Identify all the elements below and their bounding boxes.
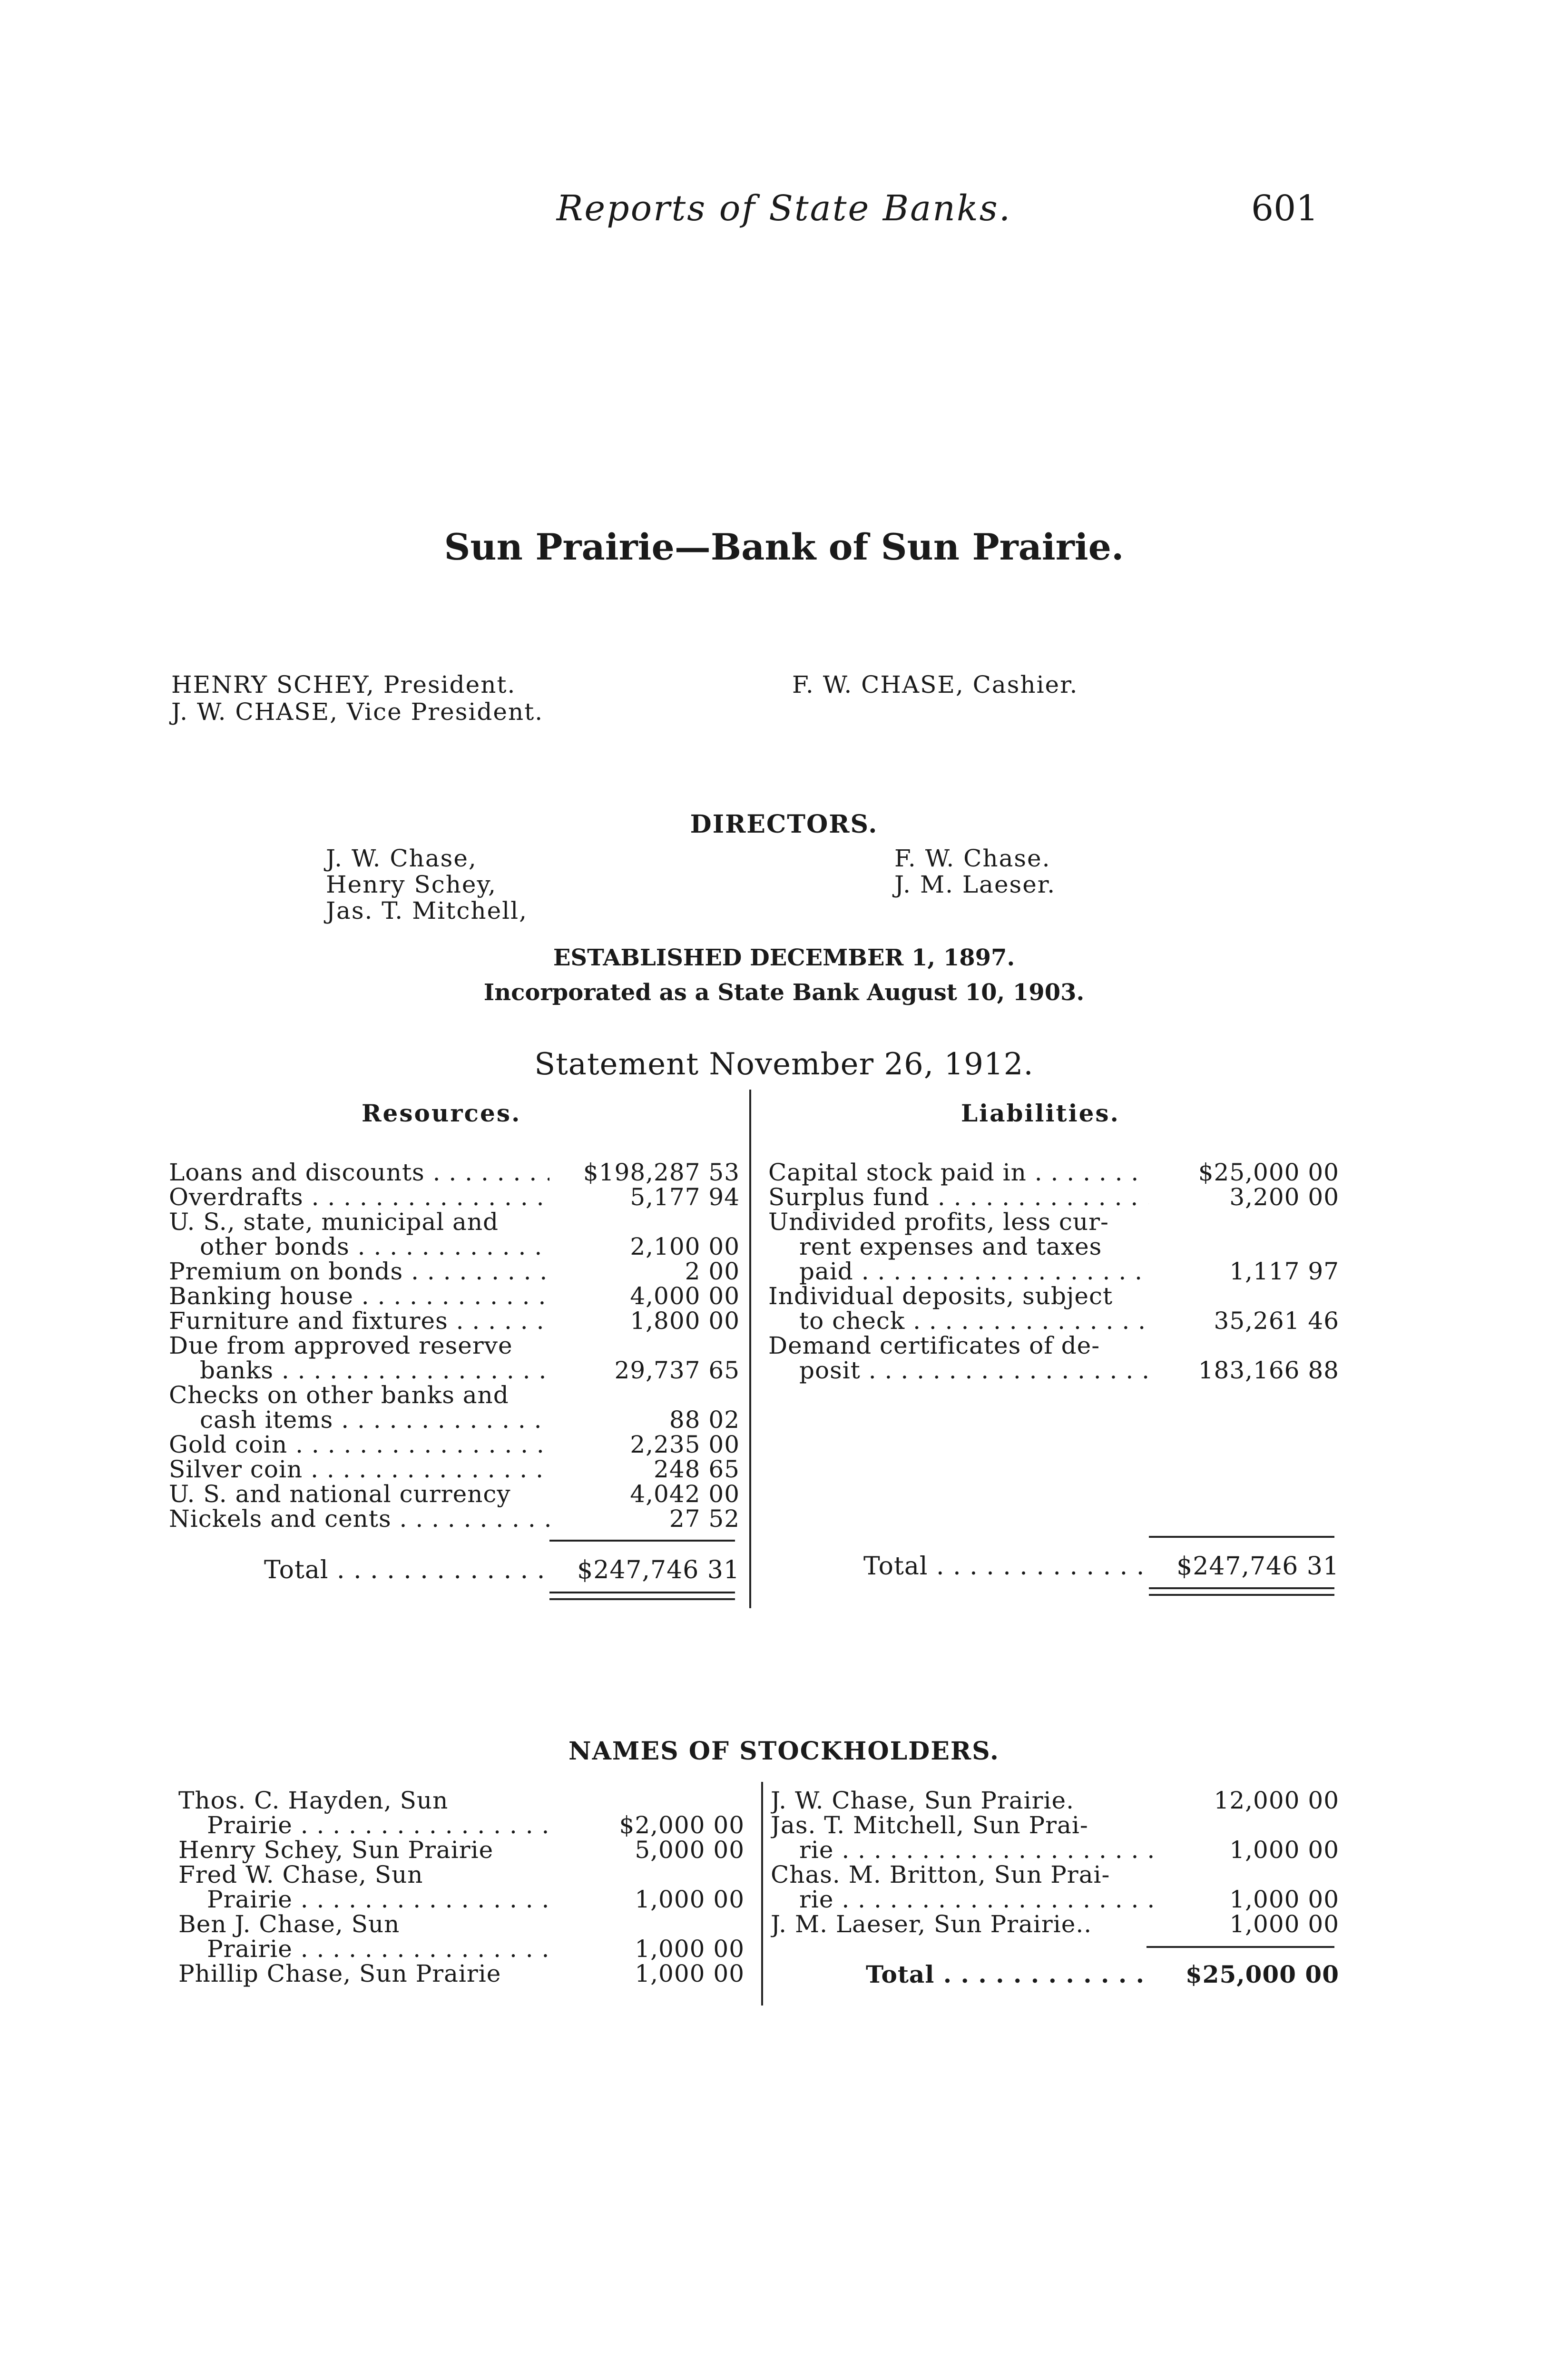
stockholder-name: Fred W. Chase, Sun <box>178 1861 423 1888</box>
resource-row <box>169 1480 742 1508</box>
director-right-1: F. W. Chase. <box>894 845 1051 872</box>
resource-row <box>169 1455 742 1483</box>
stockholder-row <box>178 1886 749 1913</box>
bank-title: Sun Prairie—Bank of Sun Prairie. <box>444 526 1124 568</box>
resource-row <box>169 1381 742 1409</box>
resource-label: U. S., state, municipal and <box>169 1208 499 1236</box>
resource-label: Banking house . . . <box>169 1282 549 1310</box>
stockholders-total-label: Total . . . <box>866 1960 1151 1988</box>
resource-label: Gold coin . . . <box>169 1431 549 1458</box>
stockholder-row <box>178 1836 749 1864</box>
resource-label: Furniture and fixtures . . . <box>169 1307 549 1335</box>
liability-row <box>768 1357 1342 1384</box>
resource-row <box>169 1159 742 1186</box>
liabilities-double-rule-2 <box>1149 1594 1334 1596</box>
resource-amount: 4,042 00 <box>630 1480 740 1508</box>
resource-label: Nickels and cents . . . <box>169 1505 549 1533</box>
resource-row <box>169 1282 742 1310</box>
liability-amount: 3,200 00 <box>1229 1183 1339 1211</box>
stockholders-total-row <box>866 1960 1342 1988</box>
stockholder-row <box>771 1811 1342 1839</box>
stockholder-amount: 12,000 00 <box>1214 1787 1339 1814</box>
resource-amount: 4,000 00 <box>630 1282 740 1310</box>
stockholder-amount: 1,000 00 <box>635 1886 745 1913</box>
resources-double-rule-1 <box>549 1592 735 1593</box>
resource-row <box>169 1406 742 1434</box>
resource-amount: 27 52 <box>669 1505 740 1533</box>
stockholder-name: rie . . . <box>799 1836 1156 1864</box>
stockholder-name: Jas. T. Mitchell, Sun Prai- <box>771 1811 1088 1839</box>
stockholder-amount: 1,000 00 <box>1229 1886 1339 1913</box>
liabilities-total-rule <box>1149 1536 1334 1538</box>
director-left-2: Henry Schey, <box>326 871 497 898</box>
resource-label: Checks on other banks and <box>169 1381 509 1409</box>
resource-label: Silver coin . . . <box>169 1455 549 1483</box>
director-right-2: J. M. Laeser. <box>894 871 1056 898</box>
director-left-3: Jas. T. Mitchell, <box>326 897 528 924</box>
stockholder-amount: 5,000 00 <box>635 1836 745 1864</box>
stockholder-name: Thos. C. Hayden, Sun <box>178 1787 449 1814</box>
resource-amount: 1,800 00 <box>630 1307 740 1335</box>
liabilities-total-row <box>863 1552 1342 1581</box>
resource-amount: 2 00 <box>685 1258 740 1285</box>
liability-label: Undivided profits, less cur- <box>768 1208 1109 1236</box>
resource-row <box>169 1183 742 1211</box>
liability-row <box>768 1307 1342 1335</box>
resource-amount: 88 02 <box>669 1406 740 1434</box>
stockholder-row <box>178 1787 749 1814</box>
liability-row <box>768 1332 1342 1357</box>
stockholder-row <box>178 1935 749 1963</box>
resources-total-label: Total . . . <box>264 1556 549 1584</box>
resource-row <box>169 1307 742 1335</box>
statement-column-divider <box>749 1090 751 1608</box>
stockholders-heading: NAMES OF STOCKHOLDERS. <box>568 1737 1000 1766</box>
stockholder-name: Phillip Chase, Sun Prairie <box>178 1960 501 1987</box>
liability-label: to check . . . <box>799 1307 1149 1335</box>
running-title: Reports of State Banks. <box>556 188 1012 229</box>
stockholders-total-amount: $25,000 00 <box>1185 1960 1339 1988</box>
stockholder-row <box>771 1836 1342 1864</box>
resource-row <box>169 1233 742 1258</box>
stockholders-total-rule <box>1147 1946 1334 1948</box>
stockholder-name: Prairie . . . <box>207 1935 559 1963</box>
resource-amount: 5,177 94 <box>630 1183 740 1211</box>
resource-row <box>169 1258 742 1285</box>
officer-vice-president: J. W. CHASE, Vice President. <box>171 698 544 726</box>
stockholder-name: Chas. M. Britton, Sun Prai- <box>771 1861 1110 1888</box>
liabilities-total-amount: $247,746 31 <box>1176 1552 1339 1581</box>
liability-label: paid . . . <box>799 1258 1149 1285</box>
stockholder-name: Ben J. Chase, Sun <box>178 1910 400 1938</box>
stockholder-amount: 1,000 00 <box>1229 1836 1339 1864</box>
stockholder-row <box>771 1861 1342 1886</box>
stockholders-column-divider <box>761 1782 763 2005</box>
liability-amount: $25,000 00 <box>1198 1159 1339 1186</box>
stockholder-row <box>178 1910 749 1938</box>
resource-amount: 2,100 00 <box>630 1233 740 1260</box>
liability-label: Demand certificates of de- <box>768 1332 1100 1359</box>
incorporated-line: Incorporated as a State Bank August 10, 1903. <box>483 979 1085 1006</box>
liability-label: Individual deposits, subject <box>768 1282 1113 1310</box>
resource-label: U. S. and national currency <box>169 1480 511 1508</box>
resource-amount: 29,737 65 <box>614 1357 740 1384</box>
stockholder-amount: 1,000 00 <box>635 1960 745 1987</box>
liability-amount: 35,261 46 <box>1214 1307 1339 1335</box>
stockholder-name: Henry Schey, Sun Prairie <box>178 1836 494 1864</box>
liability-row <box>768 1233 1342 1258</box>
liability-row <box>768 1159 1342 1186</box>
resource-row <box>169 1505 742 1533</box>
liability-row <box>768 1258 1342 1285</box>
stockholder-amount: $2,000 00 <box>619 1811 745 1839</box>
stockholder-row <box>771 1910 1342 1938</box>
resources-total-row <box>264 1556 742 1584</box>
liability-row <box>768 1183 1342 1211</box>
liabilities-total-label: Total . . . <box>863 1552 1149 1581</box>
stockholder-name: J. M. Laeser, Sun Prairie.. <box>771 1910 1092 1938</box>
stockholder-row <box>178 1811 749 1839</box>
resource-row <box>169 1357 742 1384</box>
resources-total-rule <box>549 1540 735 1542</box>
stockholder-name: Prairie . . . <box>207 1886 559 1913</box>
resource-label: Overdrafts . . . <box>169 1183 549 1211</box>
liabilities-double-rule-1 <box>1149 1587 1334 1589</box>
liability-label: Capital stock paid in . . . <box>768 1159 1149 1186</box>
officer-cashier: F. W. CHASE, Cashier. <box>792 671 1078 698</box>
liability-label: posit . . . <box>799 1357 1149 1384</box>
stockholder-amount: 1,000 00 <box>635 1935 745 1963</box>
stockholder-row <box>178 1960 749 1985</box>
stockholder-row <box>771 1787 1342 1814</box>
resource-row <box>169 1431 742 1458</box>
resource-label: Due from approved reserve <box>169 1332 513 1359</box>
liability-row <box>768 1208 1342 1236</box>
resources-total-amount: $247,746 31 <box>577 1556 740 1584</box>
stockholder-row <box>771 1886 1342 1913</box>
page-number: 601 <box>1251 188 1319 229</box>
liability-row <box>768 1282 1342 1310</box>
resource-row <box>169 1332 742 1357</box>
stockholder-name: J. W. Chase, Sun Prairie. <box>771 1787 1074 1814</box>
resource-amount: $198,287 53 <box>583 1159 740 1186</box>
officer-president: HENRY SCHEY, President. <box>171 671 516 698</box>
resources-heading: Resources. <box>362 1099 521 1127</box>
resource-amount: 248 65 <box>654 1455 740 1483</box>
liabilities-heading: Liabilities. <box>961 1099 1120 1127</box>
resource-label: banks . . . <box>200 1357 549 1384</box>
resource-label: other bonds . . . <box>200 1233 549 1260</box>
stockholder-name: rie . . . <box>799 1886 1156 1913</box>
stockholder-row <box>178 1861 749 1886</box>
resource-amount: 2,235 00 <box>630 1431 740 1458</box>
resource-row <box>169 1208 742 1236</box>
resources-double-rule-2 <box>549 1598 735 1600</box>
stockholder-name: Prairie . . . <box>207 1811 559 1839</box>
liability-label: Surplus fund . . . <box>768 1183 1149 1211</box>
liability-amount: 1,117 97 <box>1229 1258 1339 1285</box>
resource-label: Loans and discounts . . . <box>169 1159 549 1186</box>
statement-title: Statement November 26, 1912. <box>534 1047 1034 1082</box>
director-left-1: J. W. Chase, <box>326 845 477 872</box>
resource-label: cash items . . . <box>200 1406 549 1434</box>
directors-heading: DIRECTORS. <box>690 810 878 839</box>
liability-amount: 183,166 88 <box>1198 1357 1339 1384</box>
established-line: ESTABLISHED DECEMBER 1, 1897. <box>553 944 1015 971</box>
liability-label: rent expenses and taxes <box>799 1233 1102 1260</box>
stockholder-amount: 1,000 00 <box>1229 1910 1339 1938</box>
resource-label: Premium on bonds . . . <box>169 1258 549 1285</box>
